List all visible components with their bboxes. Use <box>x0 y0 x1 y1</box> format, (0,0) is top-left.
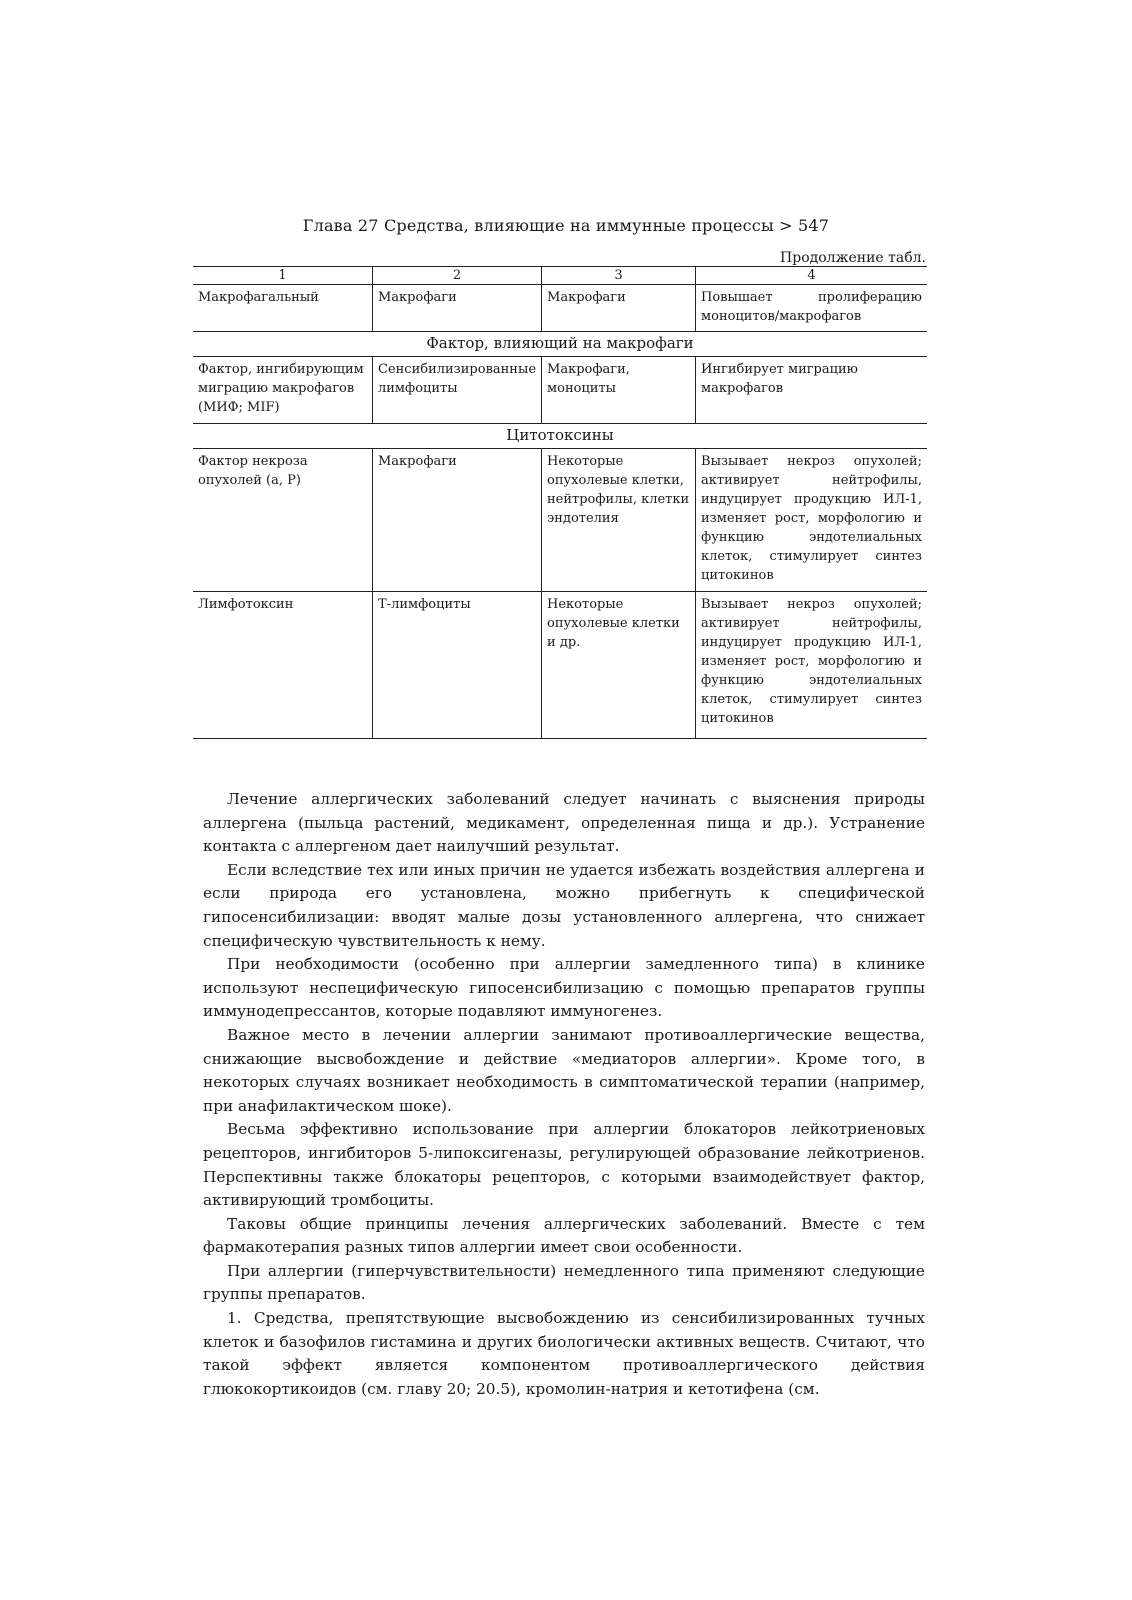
table-cell: Некоторые опухолевые клетки, нейтрофилы, клетки эндотелия <box>542 449 696 592</box>
table-section-heading <box>193 424 927 449</box>
paragraph: При необходимости (особенно при аллергии замедленного типа) в клинике используют неспецифическую гипосенсибилизацию с помощью препаратов группы иммунодепрессантов, которые подавляют иммуногенез. <box>203 955 925 1021</box>
table-cell: Макрофаги <box>373 285 542 332</box>
table-cell: Ингибирует миграцию макрофагов <box>696 357 927 424</box>
column-number: 3 <box>542 267 696 285</box>
table-cell: Сенсибилизированные лимфоциты <box>373 357 542 424</box>
table-cell: Макрофагальный <box>193 285 373 332</box>
column-number: 4 <box>696 267 927 285</box>
table-cell: Фактор, ингибирующим миграцию макрофагов (МИФ; MIF) <box>193 357 373 424</box>
table-cell: Макрофаги <box>373 449 542 592</box>
table-row <box>193 592 927 739</box>
body-text <box>203 788 925 1401</box>
running-head: Глава 27 Средства, влияющие на иммунные процессы > 547 <box>302 216 830 235</box>
paragraph: Лечение аллергических заболеваний следует начинать с выяснения природы аллергена (пыльца растений, медикамент, определенная пища и др.). Устранение контакта с аллергеном дает наилучший результат. <box>203 790 925 856</box>
paragraph: Весьма эффективно использование при аллергии блокаторов лейкотриеновых рецепторов, ингибиторов 5-липоксигеназы, регулирующей образование лейкотриенов. Перспективны также блокаторы рецепторов, с которыми взаимодействует фактор, активирующий тромбоциты. <box>203 1120 925 1210</box>
section-title: Фактор, влияющий на макрофаги <box>193 332 927 357</box>
table-header-row <box>193 267 927 285</box>
cytokine-table <box>193 266 927 739</box>
table-section-heading <box>193 332 927 357</box>
table-cell: Вызывает некроз опухолей; активирует нейтрофилы, индуцирует продукцию ИЛ-1, изменяет рост, морфологию и функцию эндотелиальных клеток, стимулирует синтез цитокинов <box>701 597 922 726</box>
table-continuation-label: Продолжение табл. <box>780 250 926 266</box>
table-cell: Повышает пролиферацию моноцитов/макрофагов <box>696 285 927 332</box>
paragraph: 1. Средства, препятствующие высвобождению из сенсибилизированных тучных клеток и базофилов гистамина и других биологически активных веществ. Считают, что такой эффект является компонентом противоаллергического действия глюкокортикоидов (см. главу 20; 20.5), кромолин-натрия и кетотифена (см. <box>203 1309 925 1398</box>
table-cell: Лимфотоксин <box>193 592 373 739</box>
table-cell: Макрофаги, моноциты <box>542 357 696 424</box>
table-cell: Фактор некроза опухолей (а, Р) <box>193 449 373 592</box>
table-row <box>193 449 927 592</box>
table-cell: Некоторые опухолевые клетки и др. <box>542 592 696 739</box>
table-cell: Т-лимфоциты <box>373 592 542 739</box>
paragraph: Если вследствие тех или иных причин не удается избежать воздействия аллергена и если природа его установлена, можно прибегнуть к специфической гипосенсибилизации: вводят малые дозы установленного аллергена, что снижает специфическую чувствительность к нему. <box>203 860 925 950</box>
table-cell: Вызывает некроз опухолей; активирует нейтрофилы, индуцирует продукцию ИЛ-1, изменяет рост, морфологию и функцию эндотелиальных клеток, стимулирует синтез цитокинов <box>696 449 927 592</box>
column-number: 1 <box>193 267 373 285</box>
column-number: 2 <box>373 267 542 285</box>
section-title: Цитотоксины <box>193 424 927 449</box>
paragraph: При аллергии (гиперчувствительности) немедленного типа применяют следующие группы препаратов. <box>203 1261 925 1304</box>
table-cell: Макрофаги <box>542 285 696 332</box>
paragraph: Важное место в лечении аллергии занимают противоаллергические вещества, снижающие высвобождение и действие «медиаторов аллергии». Кроме того, в некоторых случаях возникает необходимость в симптоматической терапии (например, при анафилактическом шоке). <box>203 1025 925 1115</box>
table-row <box>193 357 927 424</box>
table-row <box>193 285 927 332</box>
paragraph: Таковы общие принципы лечения аллергических заболеваний. Вместе с тем фармакотерапия разных типов аллергии имеет свои особенности. <box>203 1214 925 1257</box>
